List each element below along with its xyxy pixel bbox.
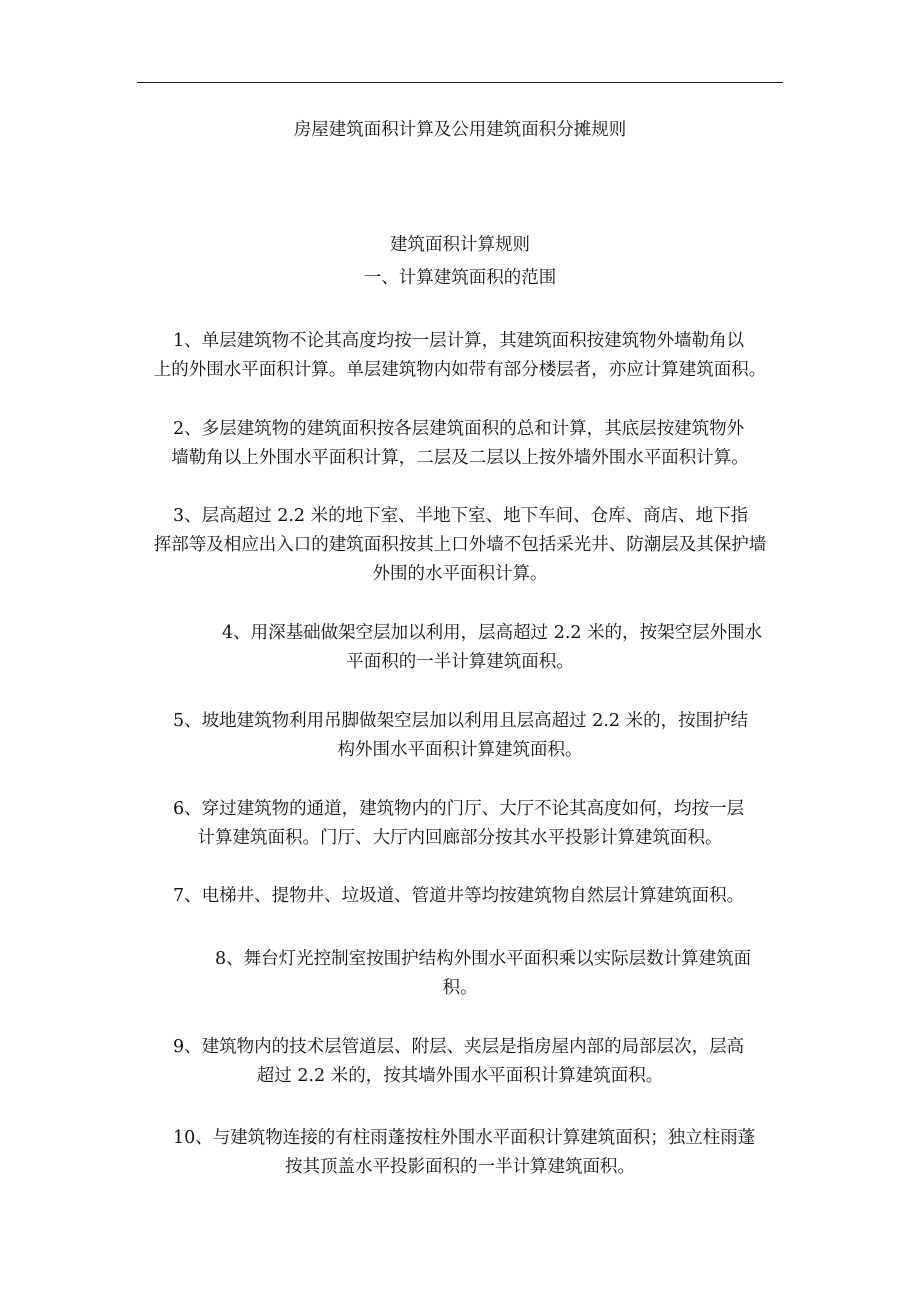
paragraph-line: 10、与建筑物连接的有柱雨蓬按柱外围水平面积计算建筑面积；独立柱雨蓬 — [173, 1128, 756, 1148]
paragraph-line: 计算建筑面积。门厅、大厅内回廊部分按其水平投影计算建筑面积。 — [197, 828, 723, 848]
paragraph-line: 墙勒角以上外围水平面积计算，二层及二层以上按外墙外围水平面积计算。 — [171, 448, 749, 468]
subheading: 一、计算建筑面积的范围 — [363, 268, 557, 288]
paragraph-line: 构外围水平面积计算建筑面积。 — [337, 740, 583, 760]
document-title: 房屋建筑面积计算及公用建筑面积分摊规则 — [293, 120, 627, 140]
paragraph-line: 3、层高超过 2.2 米的地下室、半地下室、地下车间、仓库、商店、地下指 — [173, 506, 749, 526]
paragraph-line: 挥部等及相应出入口的建筑面积按其上口外墙不包括采光井、防潮层及其保护墙 — [153, 535, 767, 555]
paragraph-line: 平面积的一半计算建筑面积。 — [346, 652, 574, 672]
section-heading: 建筑面积计算规则 — [390, 235, 530, 255]
paragraph-line: 积。 — [442, 978, 478, 998]
paragraph-line: 9、建筑物内的技术层管道层、附层、夹层是指房屋内部的局部层次，层高 — [173, 1037, 745, 1057]
paragraph-line: 外围的水平面积计算。 — [372, 564, 548, 584]
paragraph-line: 4、用深基础做架空层加以利用，层高超过 2.2 米的，按架空层外围水 — [222, 623, 763, 643]
paragraph-line: 5、坡地建筑物利用吊脚做架空层加以利用且层高超过 2.2 米的，按围护结 — [173, 711, 749, 731]
paragraph-line: 按其顶盖水平投影面积的一半计算建筑面积。 — [285, 1157, 635, 1177]
paragraph-line: 2、多层建筑物的建筑面积按各层建筑面积的总和计算，其底层按建筑物外 — [173, 419, 745, 439]
header-rule — [137, 82, 783, 83]
paragraph-line: 7、电梯井、提物井、垃圾道、管道井等均按建筑物自然层计算建筑面积。 — [173, 886, 745, 906]
paragraph-line: 8、舞台灯光控制室按围护结构外围水平面积乘以实际层数计算建筑面 — [215, 949, 752, 969]
paragraph-line: 1、单层建筑物不论其高度均按一层计算，其建筑面积按建筑物外墙勒角以 — [173, 331, 745, 351]
paragraph-line: 上的外围水平面积计算。单层建筑物内如带有部分楼层者，亦应计算建筑面积。 — [153, 360, 767, 380]
paragraph-line: 6、穿过建筑物的通道，建筑物内的门厅、大厅不论其高度如何，均按一层 — [173, 799, 745, 819]
paragraph-line: 超过 2.2 米的，按其墙外围水平面积计算建筑面积。 — [256, 1066, 664, 1086]
